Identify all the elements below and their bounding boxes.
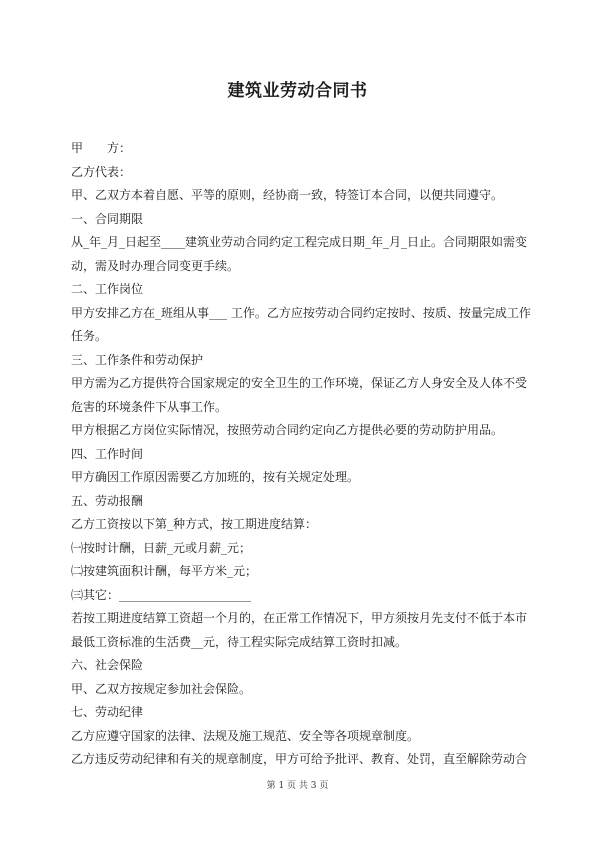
document-body bbox=[71, 137, 531, 772]
pay-option-2: ㈡按建筑面积计酬，每平方米_元； bbox=[71, 564, 258, 578]
document-title: 建筑业劳动合同书 bbox=[227, 81, 368, 101]
discipline-paragraph-1: 乙方应遵守国家的法律、法规及施工规范、安全等各项规章制度。 bbox=[71, 728, 420, 743]
party-a-line: 甲 方： bbox=[71, 141, 132, 155]
insurance-paragraph: 甲、乙双方按规定参加社会保险。 bbox=[71, 681, 252, 696]
section-heading-term: 一、合同期限 bbox=[71, 211, 144, 226]
position-paragraph: 甲方安排乙方在_班组从事___ 工作。乙方应按劳动合同约定按时、按质、按量完成工作任务。 bbox=[71, 305, 531, 343]
pay-option-1: ㈠按时计酬，日薪_元或月薪_元； bbox=[71, 540, 252, 555]
section-heading-insurance: 六、社会保险 bbox=[71, 658, 144, 672]
party-b-representative-line: 乙方代表： bbox=[71, 164, 132, 179]
section-heading-hours: 四、工作时间 bbox=[71, 446, 144, 461]
term-paragraph: 从_年_月_日起至____建筑业劳动合同约定工程完成日期_年_月_日止。合同期限如需变动，需及时办理合同变更手续。 bbox=[71, 235, 528, 273]
section-heading-position: 二、工作岗位 bbox=[71, 282, 144, 296]
conditions-paragraph-2: 甲方根据乙方岗位实际情况，按照劳动合同约定向乙方提供必要的劳动防护用品。 bbox=[71, 423, 504, 437]
pay-method-intro: 乙方工资按以下第_种方式，按工期进度结算： bbox=[71, 517, 318, 531]
conditions-paragraph-1: 甲方需为乙方提供符合国家规定的安全卫生的工作环境，保证乙方人身安全及人体不受危害的环境条件下从事工作。 bbox=[71, 376, 528, 414]
pay-option-3: ㈢其它：______________________ bbox=[71, 587, 252, 602]
page-number-footer: 第 1 页 共 3 页 bbox=[266, 781, 329, 791]
hours-paragraph: 甲方确因工作原因需要乙方加班的，按有关规定处理。 bbox=[71, 470, 360, 484]
section-heading-discipline: 七、劳动纪律 bbox=[71, 705, 144, 719]
discipline-paragraph-2: 乙方违反劳动纪律和有关的规章制度，甲方可给予批评、教育、处罚，直至解除劳动合 bbox=[71, 752, 528, 766]
section-heading-pay: 五、劳动报酬 bbox=[71, 493, 144, 508]
pay-settlement-paragraph: 若按工期进度结算工资超一个月的，在正常工作情况下，甲方须按月先支付不低于本市最低工资标准的生活费__元，待工程实际完成结算工资时扣减。 bbox=[71, 611, 528, 649]
section-heading-conditions: 三、工作条件和劳动保护 bbox=[71, 352, 204, 367]
preamble-paragraph: 甲、乙双方本着自愿、平等的原则，经协商一致，特签订本合同，以便共同遵守。 bbox=[71, 188, 504, 202]
